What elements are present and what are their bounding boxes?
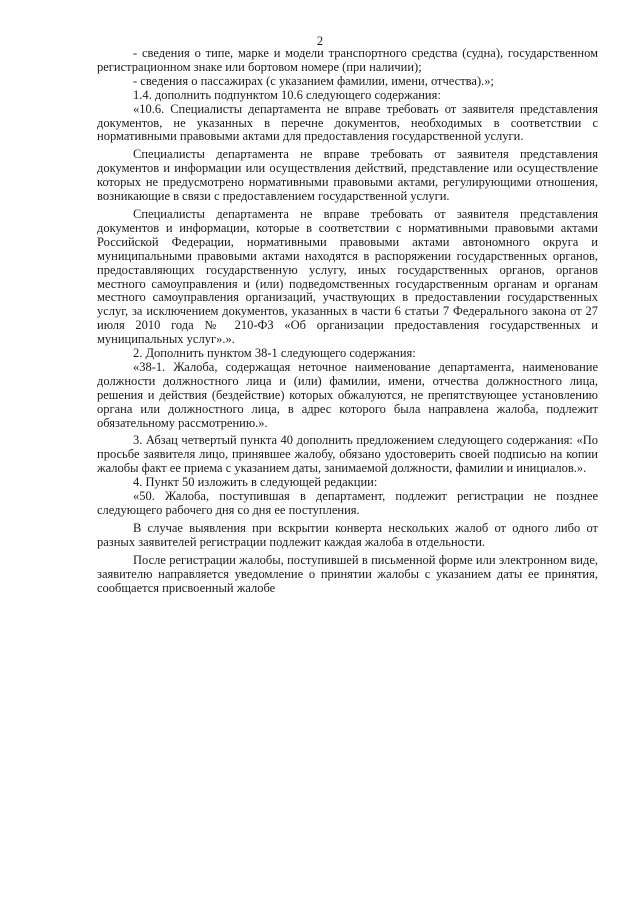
paragraph-50: «50. Жалоба, поступившая в департамент, подлежит регистрации не позднее следующего рабочего дня со дня ее поступления. <box>97 489 598 517</box>
paragraph-amend-3: 3. Абзац четвертый пункта 40 дополнить предложением следующего содержания: «По просьбе заявителя лицо, принявшее жалобу, обязано удостоверить своей подписью на копии жалобы факт ее приема с указанием даты, занимаемой должности, фамилии и инициалов.». <box>97 433 598 476</box>
document-body <box>97 47 598 595</box>
paragraph-vehicle-info: - сведения о типе, марке и модели транспортного средства (судна), государственном регистрационном знаке или бортовом номере (при наличии); <box>97 46 598 74</box>
paragraph-amend-1-4: 1.4. дополнить подпунктом 10.6 следующего содержания: <box>133 87 441 102</box>
paragraph-specialists-actions: Специалисты департамента не вправе требовать от заявителя представления документов и информации или осуществления действий, представление или осуществление которых не предусмотрено нормативными правовыми актами, регулирующими отношения, возникающие в связи с предоставлением государственной услуги. <box>97 147 598 204</box>
paragraph-10-6: «10.6. Специалисты департамента не вправе требовать от заявителя представления документов, не указанных в перечне документов, необходимых в соответствии с нормативными правовыми актами для предоставления государственной услуги. <box>97 101 598 144</box>
paragraph-amend-2: 2. Дополнить пунктом 38-1 следующего содержания: <box>133 346 416 361</box>
paragraph-registration: После регистрации жалобы, поступившей в письменной форме или электронном виде, заявителю направляется уведомление о принятии жалобы с указанием даты ее принятия, сообщается присвоенный жалобе <box>97 552 598 595</box>
paragraph-specialists-documents: Специалисты департамента не вправе требовать от заявителя представления документов и информации, которые в соответствии с нормативными правовыми актами Российской Федерации, нормативными правовыми актами автономного округа и муниципальными правовыми актами находятся в распоряжении государственных органов, предоставляющих государственную услугу, иных государственных органов, органов местного самоуправления и (или) подведомственных государственным органам и органам местного самоуправления организаций, участвующих в предоставлении государственных услуг, за исключением документов, указанных в части 6 статьи 7 Федерального закона от 27 июля 2010 года № 210-ФЗ «Об организации предоставления государственных и муниципальных услуг».». <box>97 206 598 347</box>
paragraph-passenger-info: - сведения о пассажирах (с указанием фамилии, имени, отчества).»; <box>133 73 494 88</box>
paragraph-amend-4: 4. Пункт 50 изложить в следующей редакции: <box>133 475 378 490</box>
paragraph-38-1: «38-1. Жалоба, содержащая неточное наименование департамента, наименование должности должностного лица и (или) фамилии, имени, отчества должностного лица, решения и действия (бездействие) которых обжалуются, не препятствующее установлению органа или должностного лица, в адрес которого была направлена жалоба, подлежит обязательному рассмотрению.». <box>97 359 598 430</box>
paragraph-envelope: В случае выявления при вскрытии конверта нескольких жалоб от одного либо от разных заявителей регистрации подлежит каждая жалоба в отдельности. <box>97 520 598 549</box>
page-number: 2 <box>316 34 324 48</box>
